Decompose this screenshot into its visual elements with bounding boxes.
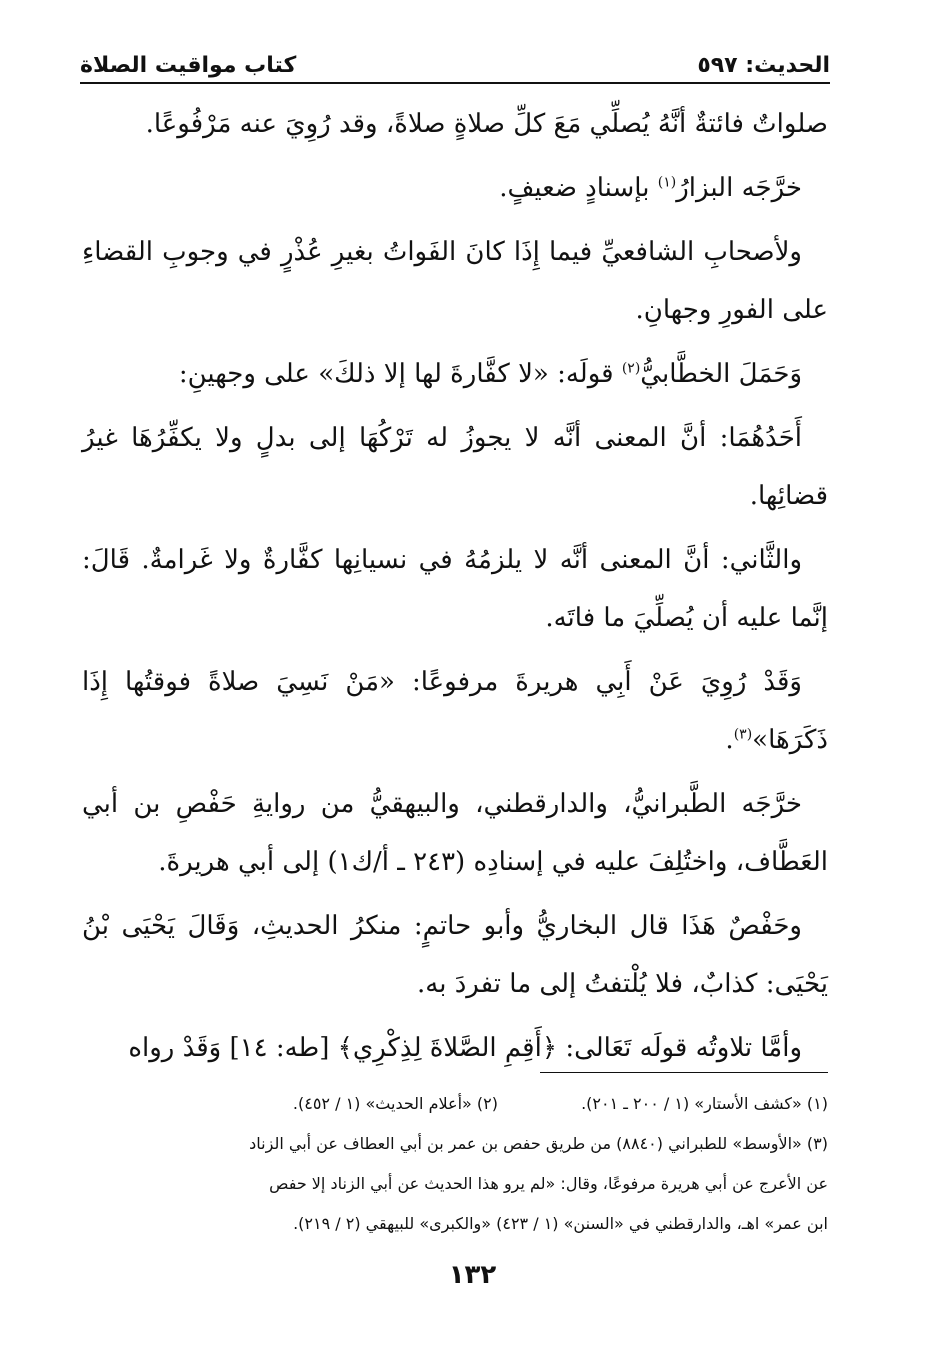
paragraph-3: ولأصحابِ الشافعيِّ فيما إِذَا كانَ الفَواتُ بغيرِ عُذْرٍ في وجوبِ القضاءِ على الفورِ وجهانِ. [82, 237, 828, 325]
main-text [82, 95, 828, 1077]
footnote-row-1 [82, 1084, 828, 1124]
paragraph-6: والثَّاني: أنَّ المعنى أنَّه لا يلزمُهُ في نسيانِها كفَّارةٌ ولا غَرامةٌ. قَالَ: إنَّما عليه أن يُصلِّيَ ما فاتَه. [82, 545, 828, 633]
book-title: كتاب مواقيت الصلاة [80, 53, 297, 78]
footnote-3-line-3: ابن عمر» اهـ، والدارقطني في «السنن» (١ / ٤٢٣) «والكبرى» للبيهقي (٢ / ٢١٩). [293, 1214, 828, 1233]
paragraph-7-tail: . [725, 725, 734, 755]
hadith-number: الحديث: ٥٩٧ [697, 53, 830, 78]
page-number: ١٣٢ [448, 1260, 497, 1290]
paragraph-2 [82, 159, 828, 217]
paragraph-8: خرَّجَه الطَّبرانيُّ، والدارقطني، والبيهقيُّ من روايةِ حَفْصِ بن أبي العَطَّاف، واختُلِفَ عليه في إسنادِه (٢٤٣ ـ أ/ك١) إلى أبي هريرةَ. [82, 789, 828, 877]
paragraph-2-tail: بإسنادٍ ضعيفٍ. [499, 173, 658, 203]
paragraph-9: وحَفْصٌ هَذَا قال البخاريُّ وأبو حاتمٍ: منكرُ الحديثِ، وَقَالَ يَحْيَى بْنُ يَحْيَى: كذابٌ، فلا يُلْتفتُ إلى ما تفردَ به. [82, 911, 828, 999]
footnote-2: (٢) «أعلام الحديث» (١ / ٤٥٢). [292, 1094, 498, 1113]
paragraph-10: وأمَّا تلاوتُه قولَه تَعَالى: ﴿أَقِمِ الصَّلاةَ لِذِكْرِي﴾ [طه: ١٤] وَقَدْ رواه [128, 1033, 802, 1063]
paragraph-7-text: وَقَدْ رُوِيَ عَنْ أَبِي هريرةَ مرفوعًا: «مَنْ نَسِيَ صلاةً فوقتُها إِذَا ذَكَرَهَا» [82, 667, 828, 755]
footnote-1: (١) «كشف الأستار» (١ / ٢٠٠ ـ ٢٠١). [581, 1094, 828, 1113]
paragraph-5: أَحَدُهُمَا: أنَّ المعنى أنَّه لا يجوزُ له تَرْكُهَا إلى بدلٍ ولا يكفِّرُهَا غيرُ قضائِها. [82, 423, 828, 511]
paragraph-4-text: قولَه: «لا كفَّارةَ لها إلا ذلكَ» على وجهينِ: [178, 359, 622, 389]
footnote-ref-2[interactable]: (٢) [621, 360, 641, 377]
footnote-3-line-2: عن الأعرج عن أبي هريرة مرفوعًا، وقال: «لم يرو هذا الحديث عن أبي الزناد إلا حفص [269, 1174, 828, 1193]
paragraph-2-text: خرَّجَه البزارُ [676, 173, 802, 203]
paragraph-4 [82, 345, 828, 403]
header-divider [80, 82, 830, 84]
footnote-3-line-1: (٣) «الأوسط» للطبراني (٨٨٤٠) من طريق حفص بن عمر بن أبي العطاف عن أبي الزناد [249, 1134, 828, 1153]
footnote-ref-3[interactable]: (٣) [733, 726, 753, 743]
paragraph-4-lead: وَحَمَلَ الخطَّابيُّ [640, 359, 802, 389]
footnotes [82, 1084, 828, 1244]
running-header [80, 44, 830, 78]
footnote-divider [540, 1072, 828, 1073]
paragraph-1: صلواتٌ فائتةٌ أنَّهُ يُصلِّي مَعَ كلِّ صلاةٍ صلاةً، وقد رُوِيَ عنه مَرْفُوعًا. [145, 109, 828, 139]
paragraph-7 [82, 653, 828, 769]
footnote-ref-1[interactable]: (١) [657, 174, 677, 191]
